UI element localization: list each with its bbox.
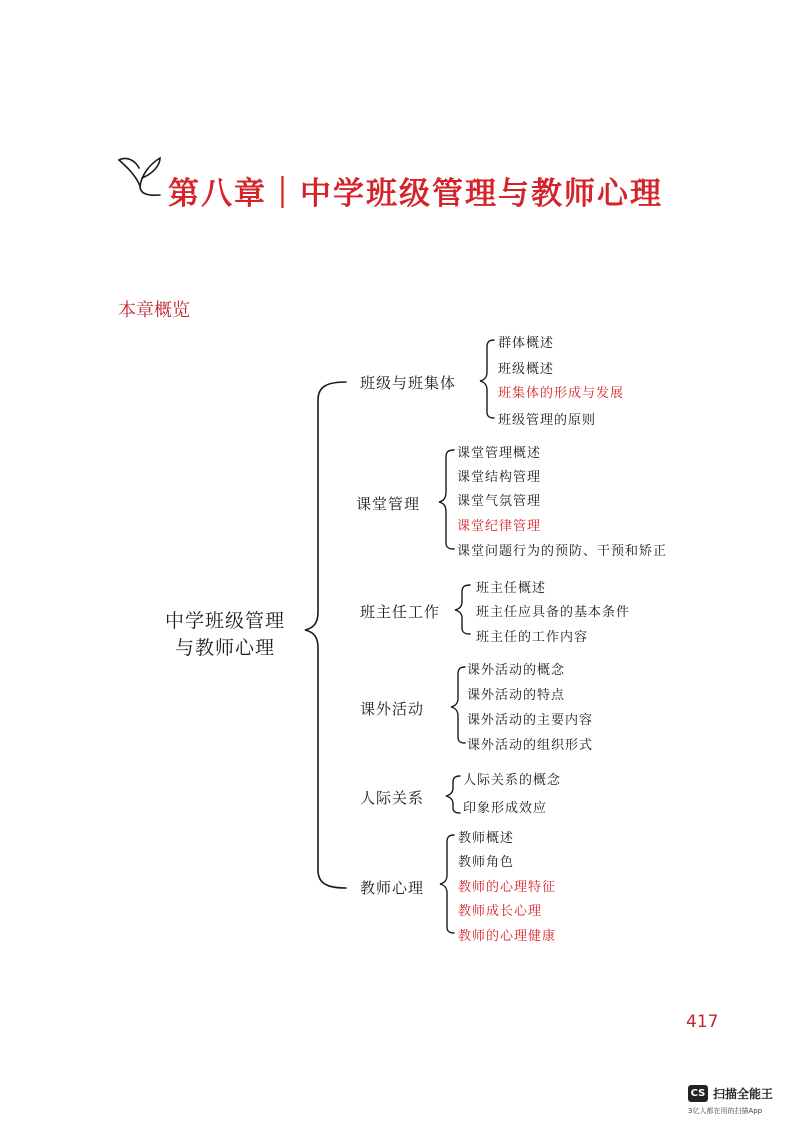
leaf-item-highlight: 教师的心理特征: [458, 880, 557, 895]
leaf-item: 班主任应具备的基本条件: [476, 605, 631, 620]
scanner-logo: CS: [688, 1085, 708, 1102]
root-line-1: 中学班级管理: [164, 610, 285, 632]
leaf-item: 班级概述: [498, 362, 555, 377]
leaf-item-highlight: 教师的心理健康: [458, 929, 557, 944]
leaf-item-highlight: 班集体的形成与发展: [498, 386, 625, 401]
mindmap-root: [150, 608, 300, 662]
leaf-item: 课外活动的概念: [467, 663, 566, 678]
page-number: 417: [686, 1012, 719, 1032]
leaf-item: 课外活动的组织形式: [467, 738, 594, 753]
root-line-2: 与教师心理: [174, 637, 275, 659]
leaf-item: 课堂管理概述: [457, 446, 542, 461]
leaf-item: 人际关系的概念: [463, 773, 562, 788]
branch-label: 课堂管理: [356, 495, 421, 513]
scanner-brand: 扫描全能王: [713, 1087, 774, 1101]
branch-label: 教师心理: [360, 879, 425, 897]
leaf-item: 班主任的工作内容: [476, 630, 589, 645]
chapter-title: 第八章｜中学班级管理与教师心理: [168, 176, 663, 212]
scanner-tagline: 3亿人都在用的扫描App: [688, 1107, 763, 1115]
leaf-item-highlight: 教师成长心理: [458, 904, 543, 919]
leaf-item: 课堂气氛管理: [457, 494, 542, 509]
leaf-item: 课堂结构管理: [457, 470, 542, 485]
leaf-item: 教师角色: [458, 855, 515, 870]
leaf-item: 课外活动的特点: [467, 688, 566, 703]
leaf-item: 课堂问题行为的预防、干预和矫正: [457, 544, 668, 559]
leaf-item: 课外活动的主要内容: [467, 713, 594, 728]
section-heading: 本章概览: [118, 300, 190, 321]
leaf-item: 班级管理的原则: [498, 413, 597, 428]
leaf-item: 印象形成效应: [463, 801, 548, 816]
leaf-item: 群体概述: [498, 336, 555, 351]
branch-label: 班主任工作: [360, 603, 441, 621]
leaf-item-highlight: 课堂纪律管理: [457, 519, 542, 534]
branch-label: 人际关系: [360, 789, 425, 807]
branch-label: 班级与班集体: [360, 374, 457, 392]
leaf-item: 教师概述: [458, 831, 515, 846]
branch-label: 课外活动: [360, 700, 425, 718]
leaf-item: 班主任概述: [476, 581, 547, 596]
